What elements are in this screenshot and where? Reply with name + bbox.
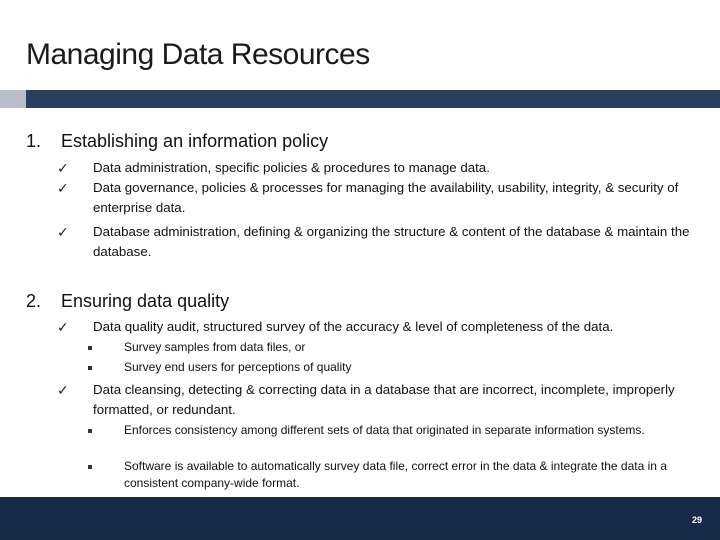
section-number: 2. [26, 291, 42, 311]
footer-bar [0, 497, 720, 540]
title-bar [0, 90, 720, 108]
list-item: Data quality audit, structured survey of the accuracy & level of completeness of the data. [93, 319, 614, 334]
checkmark-icon: ✓ [57, 180, 69, 196]
checkmark-icon: ✓ [57, 319, 69, 335]
section-heading: Ensuring data quality [61, 291, 230, 311]
square-bullet-icon [88, 346, 92, 350]
section-number: 1. [26, 131, 42, 151]
checkmark-icon: ✓ [57, 160, 69, 176]
slide-title: Managing Data Resources [26, 38, 370, 71]
list-item: Data administration, specific policies & procedures to manage data. [93, 160, 490, 175]
checkmark-icon: ✓ [57, 224, 69, 240]
page-number: 29 [691, 515, 702, 525]
square-bullet-icon [88, 366, 92, 370]
list-item: Database administration, defining & organizing the structure & content of the database & maintain the database. [93, 224, 690, 259]
list-subitem: Software is available to automatically survey data file, correct error in the data & integrate the data in a consistent company-wide format. [124, 459, 667, 490]
list-item: Data cleansing, detecting & correcting data in a database that are incorrect, incomplete, improperly formatted, or redundant. [93, 382, 675, 417]
list-item: Data governance, policies & processes for managing the availability, usability, integrity, & security of enterprise data. [93, 180, 679, 215]
title-bar-cap [0, 90, 26, 108]
list-subitem: Survey end users for perceptions of quality [124, 360, 352, 374]
list-subitem: Survey samples from data files, or [124, 340, 306, 354]
square-bullet-icon [88, 465, 92, 469]
list-subitem: Enforces consistency among different sets of data that originated in separate information systems. [124, 423, 645, 437]
checkmark-icon: ✓ [57, 382, 69, 398]
section-heading: Establishing an information policy [61, 131, 329, 151]
square-bullet-icon [88, 429, 92, 433]
